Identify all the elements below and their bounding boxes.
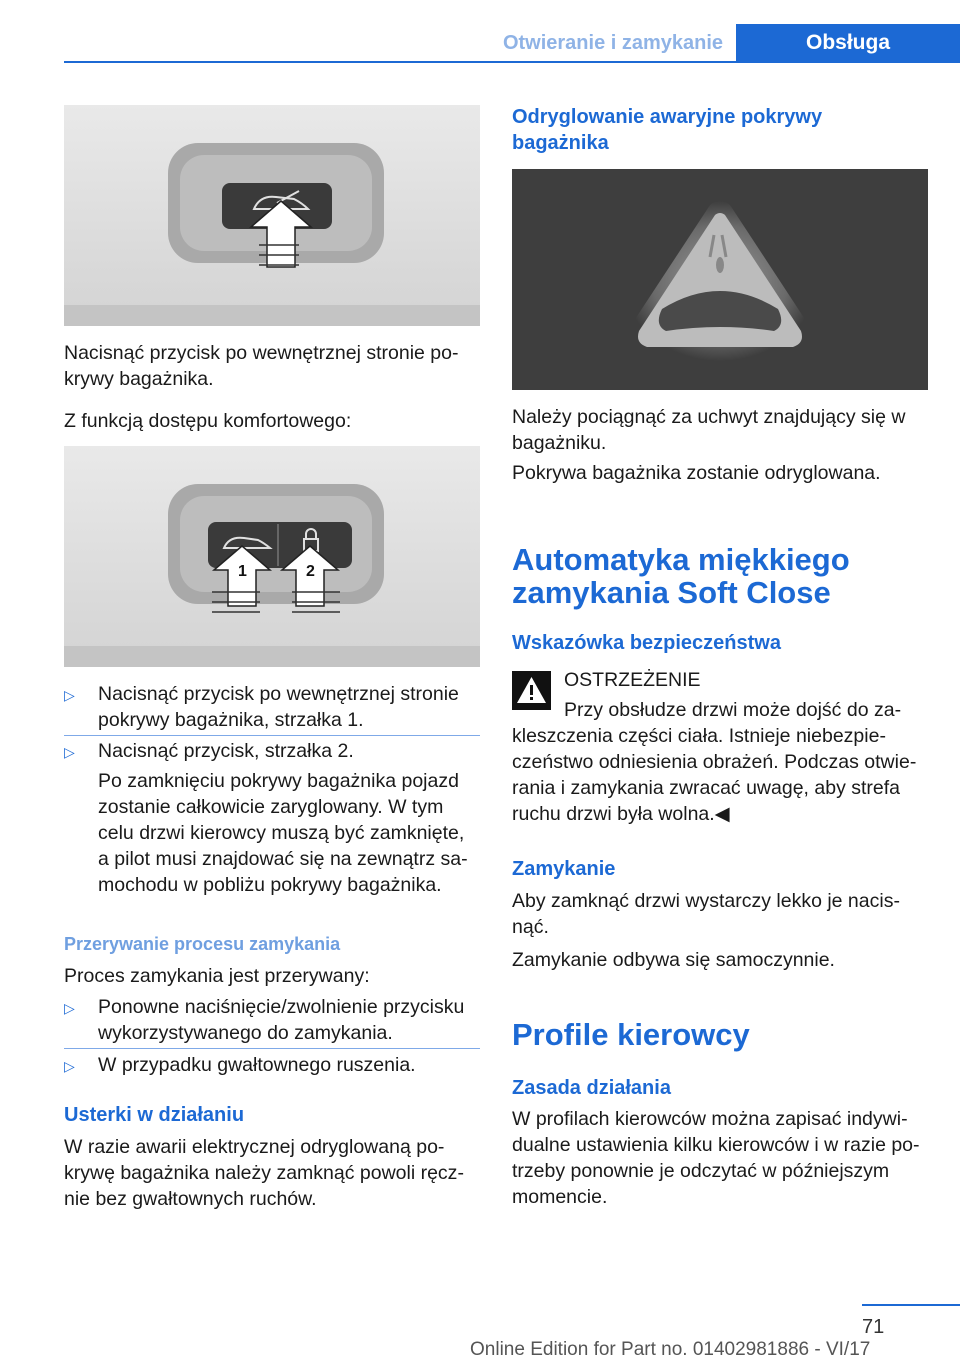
warning-text: Przy obsłudze drzwi może dojść do zakleszczenia części ciała. Istnieje niebezpieczeństwo odniesienia obrażeń. Podczas otwierania i zamykania zwracać uwagę, aby strefa ruchu drzwi była wolna.◀ (512, 699, 917, 825)
paragraph-faults: W razie awarii elektrycznej odryglowaną pokrywę bagażnika należy zamknąć powoli ręcznie bez gwałtownych ruchów. (64, 1136, 464, 1210)
paragraph-pull-handle: Należy pociągnąć za uchwyt znajdujący się w bagażniku. (512, 406, 906, 454)
list-item: ▷ W przypadku gwałtownego ruszenia. (64, 1052, 480, 1078)
list-divider (64, 735, 480, 736)
list-item: ▷ Nacisnąć przycisk po wewnętrznej stronie pokrywy bagażnika, strzałka 1. (64, 683, 459, 731)
paragraph-interrupt: Proces zamykania jest przerywany: (64, 965, 370, 987)
bullet-triangle-icon: ▷ (64, 1058, 75, 1074)
page-number: 71 (862, 1316, 885, 1338)
heading-emergency-release: Odryglowanie awaryjne pokrywy bagażnika (512, 106, 823, 154)
bullet-triangle-icon: ▷ (64, 744, 75, 760)
list-item-detail: Po zamknięciu pokrywy bagażnika pojazd zostanie całkowicie zaryglowany. W tym celu drzwi kierowcy muszą być zamknięte, a pilot musi znajdować się na zewnątrz samochodu w pobliżu pokrywy bagażnika. (98, 770, 468, 896)
paragraph-lid-released: Pokrywa bagażnika zostanie odryglowana. (512, 462, 881, 484)
figure-comfort-buttons (64, 446, 480, 667)
warning-title: OSTRZEŻENIE (564, 669, 701, 691)
bullet-triangle-icon: ▷ (64, 1000, 75, 1016)
emergency-handle-illustration (512, 169, 928, 390)
paragraph-closing-auto: Zamykanie odbywa się samoczynnie. (512, 949, 835, 971)
list-item: ▷ Nacisnąć przycisk, strzałka 2. (64, 738, 480, 764)
heading-safety-note: Wskazówka bezpieczeństwa (512, 632, 781, 654)
paragraph-closing-press: Aby zamknąć drzwi wystarczy lekko je nacisnąć. (512, 890, 900, 938)
header-rule (64, 61, 960, 63)
paragraph-principle: W profilach kierowców można zapisać indywidualne ustawienia kilku kierowców i w razie potrzeby ponownie je odczytać w późniejszym momencie. (512, 1108, 920, 1208)
figure-emergency-handle (512, 169, 928, 390)
heading-soft-close: Automatyka miękkiego zamykania Soft Close (512, 542, 850, 610)
header-section-tab: Otwieranie i zamykanie (502, 32, 724, 54)
footer-rule (862, 1304, 960, 1306)
arrow-label-1: 1 (238, 563, 247, 580)
list-item: ▷ Ponowne naciśnięcie/zwolnienie przycisku wykorzystywanego do zamykania. (64, 996, 465, 1044)
header-chapter-tab: Obsługa (736, 24, 960, 62)
bullet-triangle-icon: ▷ (64, 687, 75, 703)
list-divider (64, 1048, 480, 1049)
heading-driver-profiles: Profile kierowcy (512, 1017, 750, 1052)
heading-closing: Zamykanie (512, 858, 616, 880)
comfort-buttons-illustration (64, 446, 480, 667)
heading-faults: Usterki w działaniu (64, 1104, 245, 1126)
footer-edition: Online Edition for Part no. 01402981886 - VI/17 (470, 1339, 871, 1360)
paragraph-press-button: Nacisnąć przycisk po wewnętrznej stronie pokrywy bagażnika. (64, 342, 459, 390)
arrow-label-2: 2 (306, 563, 315, 580)
trunk-button-illustration (64, 105, 480, 326)
paragraph-comfort-access: Z funkcją dostępu komfortowego: (64, 410, 352, 432)
figure-trunk-button (64, 105, 480, 326)
heading-principle: Zasada działania (512, 1077, 671, 1099)
heading-interrupt: Przerywanie procesu zamykania (64, 934, 341, 954)
